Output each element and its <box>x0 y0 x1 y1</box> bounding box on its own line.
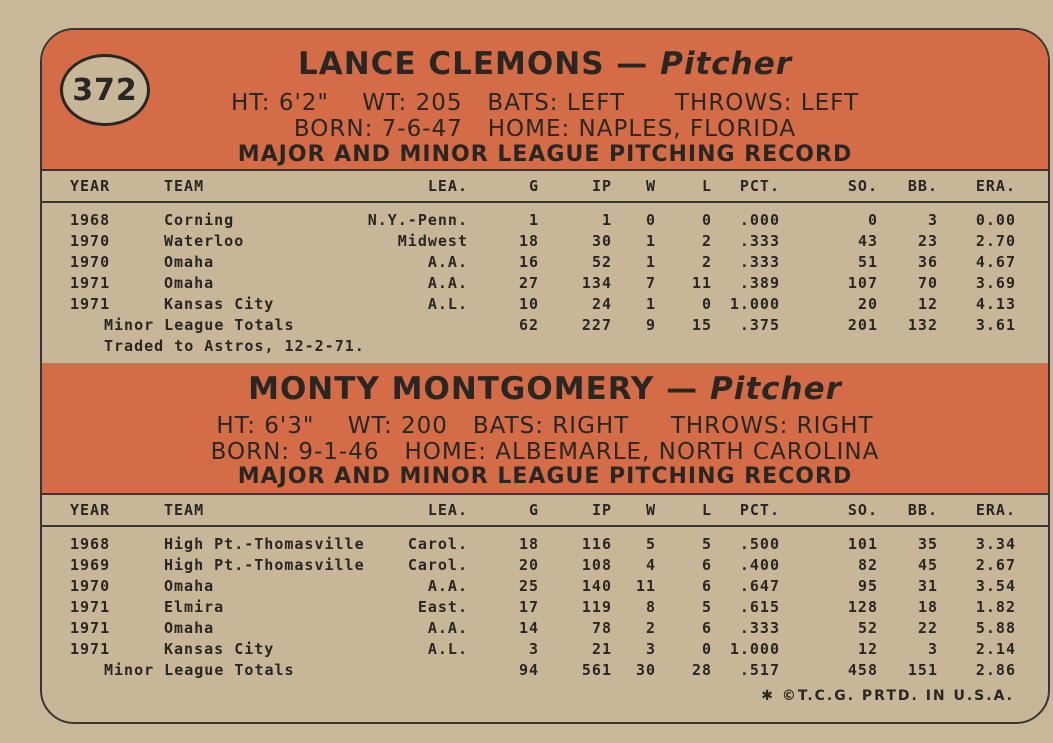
cell-year: 1968 <box>70 535 111 553</box>
cell-ip: 24 <box>591 295 612 313</box>
player1-stats-table <box>42 169 1048 356</box>
cell-pct: .389 <box>739 274 780 292</box>
cell-so: 51 <box>857 253 878 271</box>
cell-bb: 12 <box>917 295 938 313</box>
cell-bb: 35 <box>917 535 938 553</box>
cell-bb: 3 <box>927 640 938 658</box>
cell-year: 1970 <box>70 253 111 271</box>
cell-pct: .333 <box>739 619 780 637</box>
totals-pct: .375 <box>739 316 780 334</box>
cell-wins: 8 <box>645 598 656 616</box>
cell-year: 1970 <box>70 577 111 595</box>
header-games: G <box>528 501 539 519</box>
cell-wins: 4 <box>645 556 656 574</box>
cell-games: 16 <box>518 253 539 271</box>
header-era: ERA. <box>975 177 1016 195</box>
cell-bb: 36 <box>917 253 938 271</box>
cell-year: 1971 <box>70 274 111 292</box>
cell-year: 1968 <box>70 211 111 229</box>
cell-so: 107 <box>847 274 878 292</box>
cell-losses: 6 <box>701 556 712 574</box>
header-league: LEA. <box>427 177 468 195</box>
cell-pct: .615 <box>739 598 780 616</box>
cell-bb: 18 <box>917 598 938 616</box>
cell-team: Omaha <box>164 577 215 595</box>
totals-losses: 28 <box>691 661 712 679</box>
header-wins: W <box>645 177 656 195</box>
header-ip: IP <box>591 501 612 519</box>
cell-year: 1971 <box>70 619 111 637</box>
cell-pct: .000 <box>739 211 780 229</box>
cell-pct: .333 <box>739 253 780 271</box>
cell-losses: 5 <box>701 535 712 553</box>
cell-wins: 5 <box>645 535 656 553</box>
totals-games: 94 <box>518 661 539 679</box>
cell-so: 95 <box>857 577 878 595</box>
cell-team: Omaha <box>164 274 215 292</box>
cell-pct: 1.000 <box>729 640 780 658</box>
cell-games: 3 <box>528 640 539 658</box>
cell-league: A.A. <box>427 619 468 637</box>
transaction-note-row <box>42 335 1048 356</box>
cell-era: 5.88 <box>975 619 1016 637</box>
cell-games: 17 <box>518 598 539 616</box>
player1-bats: BATS: LEFT <box>487 90 626 116</box>
cell-games: 25 <box>518 577 539 595</box>
totals-so: 201 <box>847 316 878 334</box>
totals-ip: 561 <box>581 661 612 679</box>
cell-games: 20 <box>518 556 539 574</box>
player1-throws: THROWS: LEFT <box>674 90 860 116</box>
cell-so: 12 <box>857 640 878 658</box>
header-pct: PCT. <box>739 501 780 519</box>
cell-wins: 2 <box>645 619 656 637</box>
header-wins: W <box>645 501 656 519</box>
cell-games: 1 <box>528 211 539 229</box>
player2-height: HT: 6'3" <box>216 413 315 439</box>
cell-so: 0 <box>867 211 878 229</box>
cell-bb: 23 <box>917 232 938 250</box>
totals-wins: 9 <box>645 316 656 334</box>
cell-pct: .647 <box>739 577 780 595</box>
cell-league: Carol. <box>407 556 468 574</box>
cell-year: 1971 <box>70 295 111 313</box>
card-number: 372 <box>60 54 150 126</box>
cell-ip: 108 <box>581 556 612 574</box>
player1-bio-line2 <box>42 116 1048 142</box>
stats-row <box>42 209 1048 230</box>
header-losses: L <box>701 501 712 519</box>
cell-year: 1970 <box>70 232 111 250</box>
cell-league: Carol. <box>407 535 468 553</box>
cell-wins: 11 <box>635 577 656 595</box>
cell-era: 3.34 <box>975 535 1016 553</box>
cell-team: Kansas City <box>164 640 275 658</box>
transaction-note: Traded to Astros, 12-2-71. <box>104 337 365 355</box>
player2-record-title: MAJOR AND MINOR LEAGUE PITCHING RECORD <box>237 464 853 489</box>
stats-row <box>42 596 1048 617</box>
cell-pct: .500 <box>739 535 780 553</box>
baseball-card-back <box>40 28 1050 724</box>
cell-year: 1969 <box>70 556 111 574</box>
totals-label: Minor League Totals <box>104 661 295 679</box>
cell-bb: 70 <box>917 274 938 292</box>
player2-bio-line2 <box>42 439 1048 465</box>
header-league: LEA. <box>427 501 468 519</box>
stats-row <box>42 230 1048 251</box>
totals-wins: 30 <box>635 661 656 679</box>
totals-ip: 227 <box>581 316 612 334</box>
stats-row <box>42 272 1048 293</box>
cell-losses: 2 <box>701 253 712 271</box>
cell-team: Elmira <box>164 598 225 616</box>
stats-row <box>42 251 1048 272</box>
cell-losses: 11 <box>691 274 712 292</box>
cell-era: 1.82 <box>975 598 1016 616</box>
cell-ip: 1 <box>601 211 612 229</box>
player1-born: BORN: 7-6-47 <box>293 116 463 142</box>
cell-wins: 1 <box>645 232 656 250</box>
cell-bb: 3 <box>927 211 938 229</box>
cell-pct: .400 <box>739 556 780 574</box>
totals-bb: 132 <box>907 316 938 334</box>
cell-games: 18 <box>518 232 539 250</box>
cell-wins: 7 <box>645 274 656 292</box>
player1-home: HOME: NAPLES, FLORIDA <box>487 116 797 142</box>
stats-row <box>42 638 1048 659</box>
cell-games: 27 <box>518 274 539 292</box>
cell-ip: 140 <box>581 577 612 595</box>
player1-name-line <box>42 46 1048 82</box>
player2-stats-table <box>42 493 1048 680</box>
cell-league: A.A. <box>427 577 468 595</box>
totals-label: Minor League Totals <box>104 316 295 334</box>
cell-league: A.L. <box>427 640 468 658</box>
cell-losses: 6 <box>701 577 712 595</box>
cell-so: 52 <box>857 619 878 637</box>
header-team: TEAM <box>164 501 205 519</box>
totals-era: 2.86 <box>975 661 1016 679</box>
cell-league: Midwest <box>397 232 468 250</box>
header-pct: PCT. <box>739 177 780 195</box>
cell-ip: 119 <box>581 598 612 616</box>
cell-pct: .333 <box>739 232 780 250</box>
stats-totals-row <box>42 314 1048 335</box>
cell-team: High Pt.-Thomasville <box>164 556 365 574</box>
player2-home: HOME: ALBEMARLE, NORTH CAROLINA <box>404 439 880 465</box>
cell-league: N.Y.-Penn. <box>367 211 468 229</box>
cell-team: High Pt.-Thomasville <box>164 535 365 553</box>
cell-era: 2.67 <box>975 556 1016 574</box>
stats-header-row <box>42 169 1048 203</box>
cell-games: 14 <box>518 619 539 637</box>
player1-height: HT: 6'2" <box>230 90 329 116</box>
player1-header-band <box>42 30 1048 169</box>
player2-throws: THROWS: RIGHT <box>670 413 874 439</box>
cell-games: 10 <box>518 295 539 313</box>
stats-row <box>42 533 1048 554</box>
cell-games: 18 <box>518 535 539 553</box>
cell-losses: 6 <box>701 619 712 637</box>
cell-team: Waterloo <box>164 232 245 250</box>
cell-team: Corning <box>164 211 235 229</box>
stats-row <box>42 554 1048 575</box>
header-year: YEAR <box>70 501 111 519</box>
cell-era: 3.54 <box>975 577 1016 595</box>
player2-position: Pitcher <box>709 371 842 407</box>
cell-league: A.A. <box>427 274 468 292</box>
player1-bio-line1 <box>42 90 1048 116</box>
cell-wins: 0 <box>645 211 656 229</box>
cell-era: 4.13 <box>975 295 1016 313</box>
player1-dash: — <box>604 46 661 82</box>
player1-position: Pitcher <box>660 46 793 82</box>
cell-ip: 134 <box>581 274 612 292</box>
totals-games: 62 <box>518 316 539 334</box>
header-games: G <box>528 177 539 195</box>
cell-losses: 5 <box>701 598 712 616</box>
player2-name: MONTY MONTGOMERY <box>248 371 655 407</box>
stats-totals-row <box>42 659 1048 680</box>
player1-name: LANCE CLEMONS <box>297 46 605 82</box>
cell-year: 1971 <box>70 640 111 658</box>
cell-era: 2.14 <box>975 640 1016 658</box>
cell-ip: 52 <box>591 253 612 271</box>
cell-ip: 116 <box>581 535 612 553</box>
header-ip: IP <box>591 177 612 195</box>
stats-row <box>42 293 1048 314</box>
cell-league: A.L. <box>427 295 468 313</box>
header-era: ERA. <box>975 501 1016 519</box>
cell-so: 20 <box>857 295 878 313</box>
player2-dash: — <box>654 371 710 407</box>
player2-header-band <box>42 363 1048 493</box>
cell-wins: 1 <box>645 253 656 271</box>
copyright-line: ✱ ©T.C.G. PRTD. IN U.S.A. <box>761 688 1014 704</box>
header-bb: BB. <box>907 177 938 195</box>
header-year: YEAR <box>70 177 111 195</box>
cell-bb: 22 <box>917 619 938 637</box>
header-losses: L <box>701 177 712 195</box>
totals-pct: .517 <box>739 661 780 679</box>
player2-bio-line1 <box>42 413 1048 439</box>
cell-era: 0.00 <box>975 211 1016 229</box>
cell-league: East. <box>417 598 468 616</box>
cell-losses: 0 <box>701 295 712 313</box>
cell-era: 3.69 <box>975 274 1016 292</box>
totals-losses: 15 <box>691 316 712 334</box>
stats-header-row <box>42 493 1048 527</box>
cell-so: 43 <box>857 232 878 250</box>
cell-wins: 3 <box>645 640 656 658</box>
cell-team: Omaha <box>164 619 215 637</box>
player1-weight: WT: 205 <box>362 90 463 116</box>
player1-record-title: MAJOR AND MINOR LEAGUE PITCHING RECORD <box>237 142 853 167</box>
cell-year: 1971 <box>70 598 111 616</box>
totals-era: 3.61 <box>975 316 1016 334</box>
cell-ip: 21 <box>591 640 612 658</box>
cell-league: A.A. <box>427 253 468 271</box>
cell-ip: 78 <box>591 619 612 637</box>
cell-era: 2.70 <box>975 232 1016 250</box>
cell-wins: 1 <box>645 295 656 313</box>
player2-name-line <box>42 371 1048 407</box>
stats-row <box>42 617 1048 638</box>
cell-so: 82 <box>857 556 878 574</box>
cell-losses: 0 <box>701 211 712 229</box>
cell-bb: 31 <box>917 577 938 595</box>
player2-born: BORN: 9-1-46 <box>210 439 380 465</box>
player2-bats: BATS: RIGHT <box>472 413 630 439</box>
header-team: TEAM <box>164 177 205 195</box>
totals-so: 458 <box>847 661 878 679</box>
cell-bb: 45 <box>917 556 938 574</box>
cell-pct: 1.000 <box>729 295 780 313</box>
header-so: SO. <box>847 501 878 519</box>
stats-row <box>42 575 1048 596</box>
cell-losses: 0 <box>701 640 712 658</box>
header-so: SO. <box>847 177 878 195</box>
cell-team: Kansas City <box>164 295 275 313</box>
cell-losses: 2 <box>701 232 712 250</box>
cell-era: 4.67 <box>975 253 1016 271</box>
cell-ip: 30 <box>591 232 612 250</box>
player2-weight: WT: 200 <box>347 413 448 439</box>
totals-bb: 151 <box>907 661 938 679</box>
cell-team: Omaha <box>164 253 215 271</box>
cell-so: 128 <box>847 598 878 616</box>
header-bb: BB. <box>907 501 938 519</box>
cell-so: 101 <box>847 535 878 553</box>
